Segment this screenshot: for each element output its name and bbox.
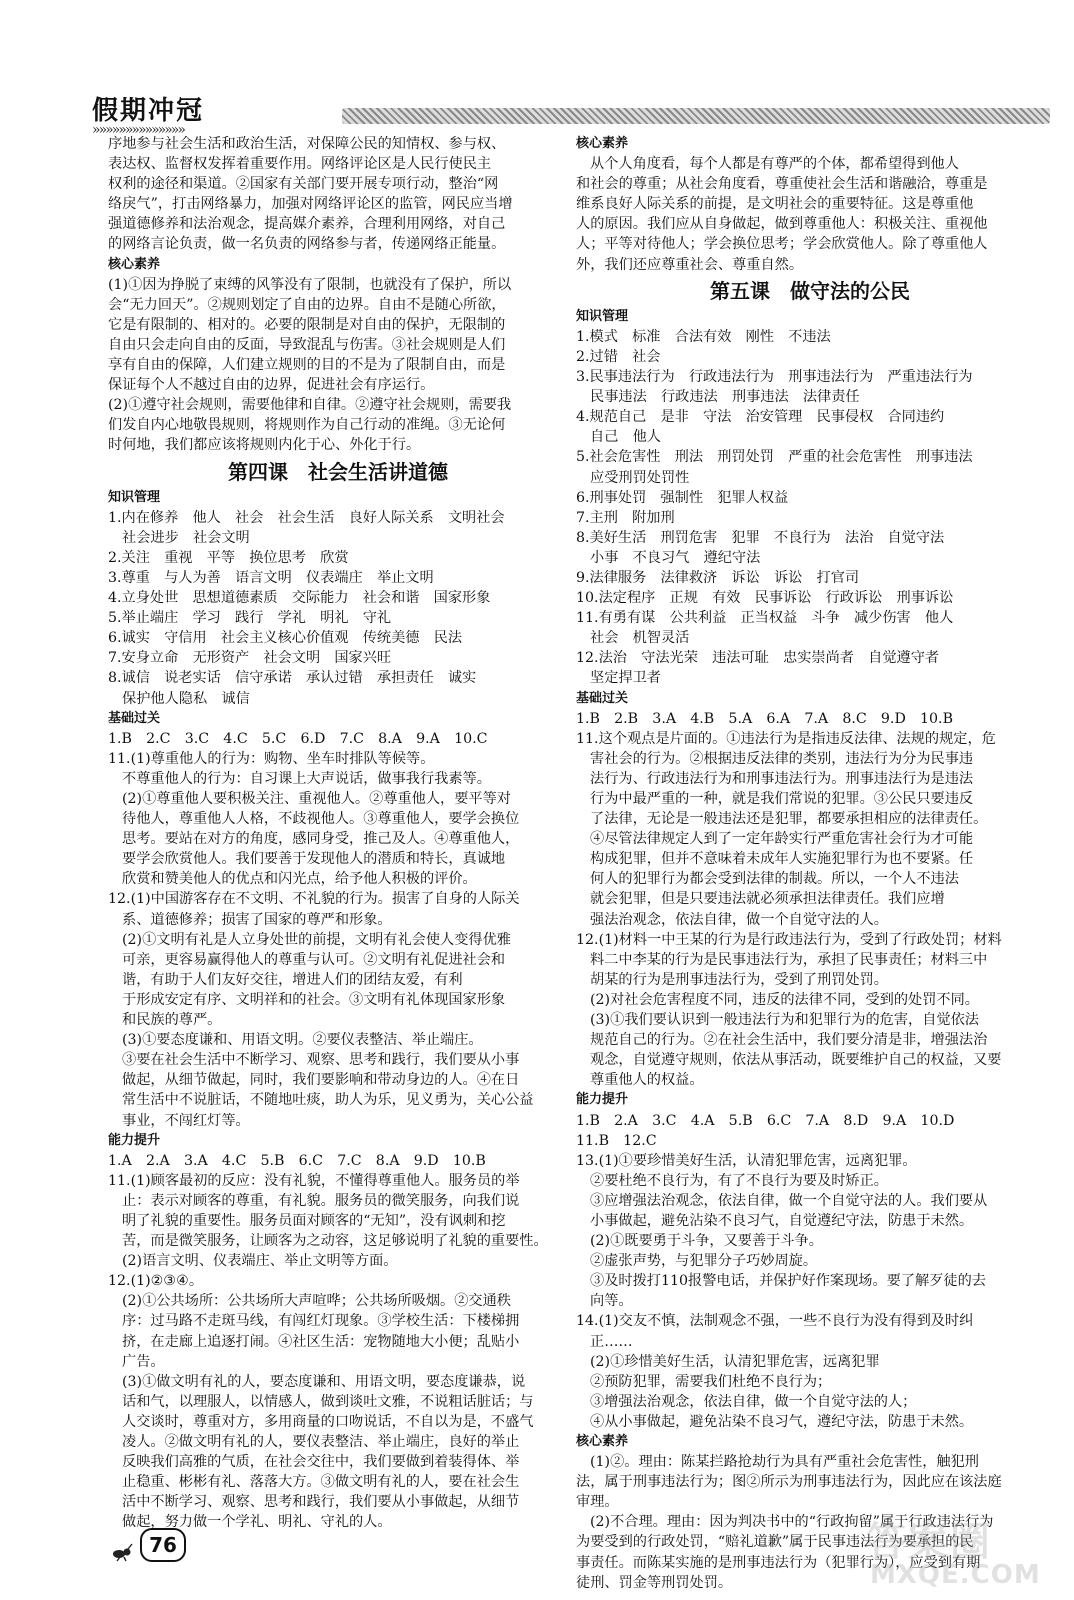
- section-heading: 知识管理: [108, 489, 161, 505]
- text-line: 13.(1)①要珍惜美好生活，认清犯罪危害，远离犯罪。: [576, 1152, 917, 1169]
- text-line: 止：表示对顾客的尊重，有礼貌。服务员的微笑服务，向我们说: [122, 1192, 520, 1209]
- text-line: 7.主刑 附加刑: [576, 509, 675, 526]
- text-line: 坚定捍卫者: [590, 670, 661, 687]
- text-line: 6.诚实 守信用 社会主义核心价值观 传统美德 民法: [108, 630, 463, 647]
- text-line: 社会 机智灵活: [590, 630, 690, 647]
- text-line: 3.尊重 与人为善 语言文明 仪表端庄 举止文明: [108, 569, 434, 586]
- text-line: 强道德修养和法治观念，提高媒介素养，合理利用网络，对自己: [108, 216, 506, 233]
- section-heading: 能力提升: [576, 1092, 629, 1108]
- text-line: 观念，自觉遵守规则，依法从事活动，既要维护自己的权益，又要: [590, 1052, 1002, 1069]
- text-line: 人交谈时，尊重对方，多用商量的口吻说话，不自以为是，不盛气: [122, 1413, 534, 1430]
- text-line: 10.法定程序 正规 有效 民事诉讼 行政诉讼 刑事诉讼: [576, 590, 954, 607]
- text-line: (2)对社会危害程度不同，违反的法律不同，受到的处罚不同。: [590, 991, 979, 1008]
- text-line: 事责任。而陈某实施的是刑事违法行为（犯罪行为），应受到有期: [576, 1554, 981, 1571]
- text-line: 5.社会危害性 刑法 刑罚处罚 严重的社会危害性 刑事违法: [576, 449, 973, 466]
- text-line: (2)①尊重他人要积极关注、重视他人。②尊重他人，要平等对: [122, 791, 511, 807]
- text-line: 序地参与社会生活和政治生活，对保障公民的知情权、参与权、: [108, 136, 506, 152]
- text-line: 于形成安定有序、文明祥和的社会。③文明有礼体现国家形象: [122, 991, 506, 1008]
- section-heading: 能力提升: [108, 1132, 161, 1148]
- text-line: 明了礼貌的重要性。服务员面对顾客的“无知”，没有讽刺和挖: [122, 1212, 506, 1229]
- text-line: 8.美好生活 刑罚危害 犯罪 不良行为 法治 自觉守法: [576, 529, 945, 546]
- watermark-bottom: MXQE.COM: [870, 1560, 1041, 1590]
- text-line: 1.B 2.C 3.C 4.C 5.C 6.D 7.C 8.A 9.A 10.C: [108, 730, 488, 747]
- text-line: 不尊重他人的行为：自习课上大声说话，做事我行我素等。: [122, 770, 491, 787]
- watermark-top: 答案圈: [866, 1519, 992, 1565]
- text-line: 保护他人隐私 诚信: [122, 690, 250, 707]
- text-line: ②要杜绝不良行为，有了不良行为要及时矫正。: [590, 1172, 888, 1189]
- text-line: 尊重他人的权益。: [590, 1072, 704, 1089]
- text-line: 凌人。②做文明有礼的人，要仪表整洁、举止端庄，良好的举止: [122, 1434, 520, 1450]
- text-line: 11.有勇有谋 公共利益 正当权益 斗争 减少伤害 他人: [576, 610, 954, 627]
- text-line: 思考。要站在对方的角度，感同身受，推己及人。④尊重他人，: [122, 831, 520, 848]
- text-line: 广告。: [122, 1353, 165, 1370]
- text-line: 保证每个人不越过自由的边界，促进社会有序运行。: [108, 377, 435, 394]
- text-line: 止稳重、彬彬有礼、落落大方。③做文明有礼的人，要在社会生: [122, 1474, 520, 1491]
- text-line: 反映我们高雅的气质，在社会交往中，我们要做到着装得体、举: [122, 1454, 520, 1471]
- text-line: 和社会的尊重；从社会角度看，尊重使社会生活和谐融洽，尊重是: [576, 176, 988, 193]
- text-line: 法，属于刑事违法行为；图②所示为刑事违法行为，因此应在该法庭: [576, 1474, 1002, 1491]
- text-line: (2)不合理。理由：因为判决书中的“行政拘留”属于行政违法行为: [590, 1514, 994, 1531]
- text-line: 享有自由的保障，人们建立规则的目的不是为了限制自由，而是: [108, 357, 506, 374]
- text-line: 11.(1)顾客最初的反应：没有礼貌，不懂得尊重他人。服务员的举: [108, 1172, 520, 1189]
- text-line: 4.立身处世 思想道德素质 交际能力 社会和谐 国家形象: [108, 590, 491, 607]
- section-heading: 核心素养: [108, 256, 161, 272]
- header-rule: [342, 108, 1050, 124]
- page-number: 76: [140, 1528, 186, 1562]
- text-line: 维系良好人际关系的前提，是文明社会的重要特征。这是尊重他: [576, 196, 974, 213]
- text-line: 社会进步 社会文明: [122, 529, 250, 546]
- section-heading: 核心素养: [576, 1434, 629, 1449]
- text-line: 和民族的尊严。: [122, 1012, 222, 1029]
- text-line: 小事 不良习气 遵纪守法: [590, 549, 761, 566]
- text-line: 会“无力回天”。②规则划定了自由的边界。自由不是随心所欲，: [108, 296, 506, 313]
- text-line: 时何地，我们都应该将规则内化于心、外化于行。: [108, 437, 421, 454]
- text-line: 害社会的行为。②根据违反法律的类别，违法行为分为民事违: [590, 750, 974, 767]
- text-line: (2)①遵守社会规则，需要他律和自律。②遵守社会规则，需要我: [108, 397, 512, 414]
- text-line: 常生活中不说脏话，不随地吐痰，助人为乐，见义勇为，关心公益: [122, 1092, 534, 1109]
- text-line: 可亲，更容易赢得他人的尊重与认可。②文明有礼促进社会和: [122, 951, 506, 968]
- text-line: 就会犯罪，但是只要违法就必须承担法律责任。我们应增: [590, 891, 945, 908]
- text-line: 5.举止端庄 学习 践行 学礼 明礼 守礼: [108, 610, 392, 627]
- text-line: ③要在社会生活中不断学习、观察、思考和践行，我们要从小事: [122, 1052, 520, 1069]
- text-line: 事业，不闯红灯等。: [122, 1112, 250, 1129]
- header-chevrons: »»»»»»»»»»»»»»: [92, 122, 184, 138]
- text-line: 1.内在修养 他人 社会 社会生活 良好人际关系 文明社会: [108, 509, 505, 526]
- text-line: 挤，在走廊上追逐打闹。④社区生活：宠物随地大小便；乱贴小: [122, 1333, 520, 1350]
- text-line: 6.刑事处罚 强制性 犯罪人权益: [576, 489, 789, 506]
- text-line: 4.规范自己 是非 守法 治安管理 民事侵权 合同违约: [576, 409, 945, 426]
- text-line: 人的原因。我们应从自身做起，做到尊重他人：积极关注、重视他: [576, 216, 988, 233]
- lesson-title: 第五课 做守法的公民: [710, 278, 910, 303]
- text-line: 11.这个观点是片面的。①违法行为是指违反法律、法规的规定，危: [576, 730, 996, 747]
- text-line: 2.关注 重视 平等 换位思考 欣赏: [108, 549, 349, 566]
- watermark: [866, 1510, 1052, 1594]
- text-line: 料二中李某的行为是民事违法行为，承担了民事责任；材料三中: [590, 951, 988, 968]
- text-line: 1.模式 标准 合法有效 刚性 不违法: [576, 328, 831, 345]
- left-column: [108, 134, 568, 1532]
- text-line: ②虚张声势，与犯罪分子巧妙周旋。: [590, 1253, 818, 1270]
- text-line: (2)语言文明、仪表端庄、举止文明等方面。: [122, 1253, 398, 1270]
- text-line: 序：过马路不走斑马线，有闯红灯现象。③学校生活：下楼梯拥: [122, 1313, 520, 1330]
- text-line: 强法治观念，依法自律，做一个自觉守法的人。: [590, 911, 888, 928]
- text-line: (2)①公共场所：公共场所大声喧哗；公共场所吸烟。②交通秩: [122, 1293, 511, 1310]
- text-line: 14.(1)交友不慎，法制观念不强，一些不良行为没有得到及时纠: [576, 1313, 974, 1330]
- header-brand: 假期冲冠: [92, 96, 205, 126]
- text-line: (2)①既要勇于斗争，又要善于斗争。: [590, 1233, 823, 1250]
- text-line: 7.安身立命 无形资产 社会文明 国家兴旺: [108, 650, 392, 667]
- section-heading: 基础过关: [576, 690, 629, 706]
- text-line: 做起，从细节做起，同时，我们要影响和带动身边的人。④在日: [122, 1072, 520, 1089]
- text-line: 1.B 2.A 3.C 4.A 5.B 6.C 7.A 8.D 9.A 10.D: [576, 1112, 955, 1129]
- text-line: 欣赏和赞美他人的优点和闪光点，给予他人积极的评价。: [122, 871, 477, 888]
- text-line: 它是有限制的、相对的。必要的限制是对自由的保护，无限制的: [108, 316, 506, 333]
- text-line: (2)①珍惜美好生活，认清犯罪危害，远离犯罪: [590, 1353, 880, 1370]
- text-line: ③增强法治观念，依法自律，做一个自觉守法的人；: [590, 1393, 917, 1410]
- text-line: 2.过错 社会: [576, 348, 661, 365]
- text-line: 苦，而是微笑服务，让顾客为之动容，这足够说明了礼貌的重要性。: [122, 1233, 548, 1250]
- text-line: 自由只会走向自由的反面，导致混乱与伤害。③社会规则是人们: [108, 336, 506, 353]
- text-line: 了法律，无论是一般违法还是犯罪，都要承担相应的法律责任。: [590, 811, 988, 828]
- text-line: 胡某的行为是刑事违法行为，受到了刑罚处罚。: [590, 971, 888, 988]
- text-line: 行为中最严重的一种，就是我们常说的犯罪。③公民只要违反: [590, 791, 974, 807]
- text-line: 民事违法 行政违法 刑事违法 法律责任: [590, 389, 860, 406]
- text-line: 3.民事违法行为 行政违法行为 刑事违法行为 严重违法行为: [576, 369, 973, 386]
- text-line: 活中不断学习、观察、思考和践行，我们要从小事做起，从细节: [122, 1494, 520, 1511]
- text-line: 构成犯罪，但并不意味着未成年人实施犯罪行为也不要紧。任: [590, 851, 974, 868]
- text-line: 自己 他人: [590, 429, 661, 446]
- section-heading: 知识管理: [576, 308, 629, 324]
- right-column: [576, 134, 1044, 1593]
- ant-mascot-icon: [112, 1542, 138, 1562]
- text-line: 从个人角度看，每个人都是有尊严的个体，都希望得到他人: [590, 156, 959, 173]
- page-header: [92, 86, 1052, 138]
- text-line: 徒刑、罚金等刑罚处罚。: [576, 1574, 733, 1591]
- text-line: 法行为、行政违法行为和刑事违法行为。刑事违法行为是违法: [590, 770, 974, 787]
- text-line: (3)①要态度谦和、用语文明。②要仪表整洁、举止端庄。: [122, 1032, 483, 1049]
- text-line: 12.(1)②③④。: [108, 1273, 204, 1290]
- text-line: 人；平等对待他人；学会换位思考；学会欣赏他人。除了尊重他人: [576, 236, 988, 253]
- text-line: 外，我们还应尊重社会、尊重自然。: [576, 256, 804, 273]
- text-line: ③应增强法治观念，依法自律，做一个自觉守法的人。我们要从: [590, 1192, 988, 1209]
- text-line: ②预防犯罪，需要我们杜绝不良行为；: [590, 1373, 832, 1390]
- text-line: 正……: [590, 1333, 633, 1350]
- text-line: 表达权、监督权发挥着重要作用。网络评论区是人民行使民主: [108, 156, 492, 173]
- text-line: 话和气，以理服人，以情感人，做到谈吐文雅，不说粗话脏话；与: [122, 1393, 534, 1410]
- text-line: 向等。: [590, 1293, 633, 1310]
- text-line: (3)①做文明有礼的人，要态度谦和、用语文明，要态度谦恭，说: [122, 1373, 526, 1390]
- text-line: 权利的途径和渠道。②国家有关部门要开展专项行动，整治“网: [108, 176, 499, 193]
- text-line: 8.诚信 说老实话 信守承诺 承认过错 承担责任 诚实: [108, 670, 477, 687]
- text-line: 12.法治 守法光荣 违法可耻 忠实崇尚者 自觉遵守者: [576, 650, 940, 667]
- text-line: 们发自内心地敬畏规则，将规则作为自己行动的准绳。③无论何: [108, 417, 506, 434]
- text-line: 的网络言论负责，做一名负责的网络参与者，传递网络正能量。: [108, 236, 506, 253]
- text-line: 系、道德修养；损害了国家的尊严和形象。: [122, 911, 392, 928]
- text-line: (2)①文明有礼是人立身处世的前提，文明有礼会使人变得优雅: [122, 931, 511, 948]
- text-line: 11.B 12.C: [576, 1132, 657, 1149]
- text-line: ④尽管法律规定人到了一定年龄实行严重危害社会行为才可能: [590, 831, 974, 848]
- text-line: 小事做起，避免沾染不良习气，自觉遵纪守法，防患于未然。: [590, 1212, 974, 1229]
- text-line: 何人的犯罪行为都会受到法律的制裁。所以，一个人不违法: [590, 871, 959, 888]
- text-line: 11.(1)尊重他人的行为：购物、坐车时排队等候等。: [108, 750, 435, 767]
- text-line: 应受刑罚处罚性: [590, 469, 690, 486]
- text-line: 要学会欣赏他人。我们要善于发现他人的潜质和特长，真诚地: [122, 851, 506, 868]
- text-line: (1)②。理由：陈某拦路抢劫行为具有严重社会危害性，触犯刑: [590, 1454, 979, 1471]
- text-line: 9.法律服务 法律救济 诉讼 诉讼 打官司: [576, 569, 860, 586]
- lesson-title: 第四课 社会生活讲道德: [228, 459, 448, 484]
- section-heading: 核心素养: [576, 136, 629, 151]
- text-line: 待他人，尊重他人人格，不歧视他人。③尊重他人，要学会换位: [122, 811, 520, 828]
- text-line: ④从小事做起，避免沾染不良习气，遵纪守法，防患于未然。: [590, 1413, 974, 1430]
- text-line: 为要受到的行政处罚，“赔礼道歉”属于民事违法行为要承担的民: [576, 1534, 974, 1551]
- text-line: 1.A 2.A 3.A 4.C 5.B 6.C 7.C 8.A 9.D 10.B: [108, 1152, 486, 1169]
- text-line: 1.B 2.B 3.A 4.B 5.A 6.A 7.A 8.C 9.D 10.B: [576, 710, 953, 727]
- text-line: 谐，有助于人们友好交往，增进人们的团结友爱，有利: [122, 971, 463, 988]
- text-line: (1)①因为挣脱了束缚的风筝没有了限制，也就没有了保护，所以: [108, 276, 512, 293]
- text-line: ③及时拨打110报警电话，并保护好作案现场。要了解歹徒的去: [590, 1273, 986, 1290]
- text-line: 审理。: [576, 1494, 619, 1511]
- text-line: (3)①我们要认识到一般违法行为和犯罪行为的危害，自觉依法: [590, 1012, 979, 1029]
- text-line: 络戾气”，打击网络暴力，加强对网络评论区的监管，网民应当增: [108, 196, 513, 213]
- text-line: 12.(1)中国游客存在不文明、不礼貌的行为。损害了自身的人际关: [108, 891, 520, 908]
- text-line: 做起，努力做一个学礼、明礼、守礼的人。: [122, 1514, 392, 1531]
- section-heading: 基础过关: [108, 710, 161, 726]
- text-line: 12.(1)材料一中王某的行为是行政违法行为，受到了行政处罚；材料: [576, 931, 1002, 948]
- text-line: 规范自己的行为。②在社会生活中，我们要分清是非，增强法治: [590, 1032, 988, 1049]
